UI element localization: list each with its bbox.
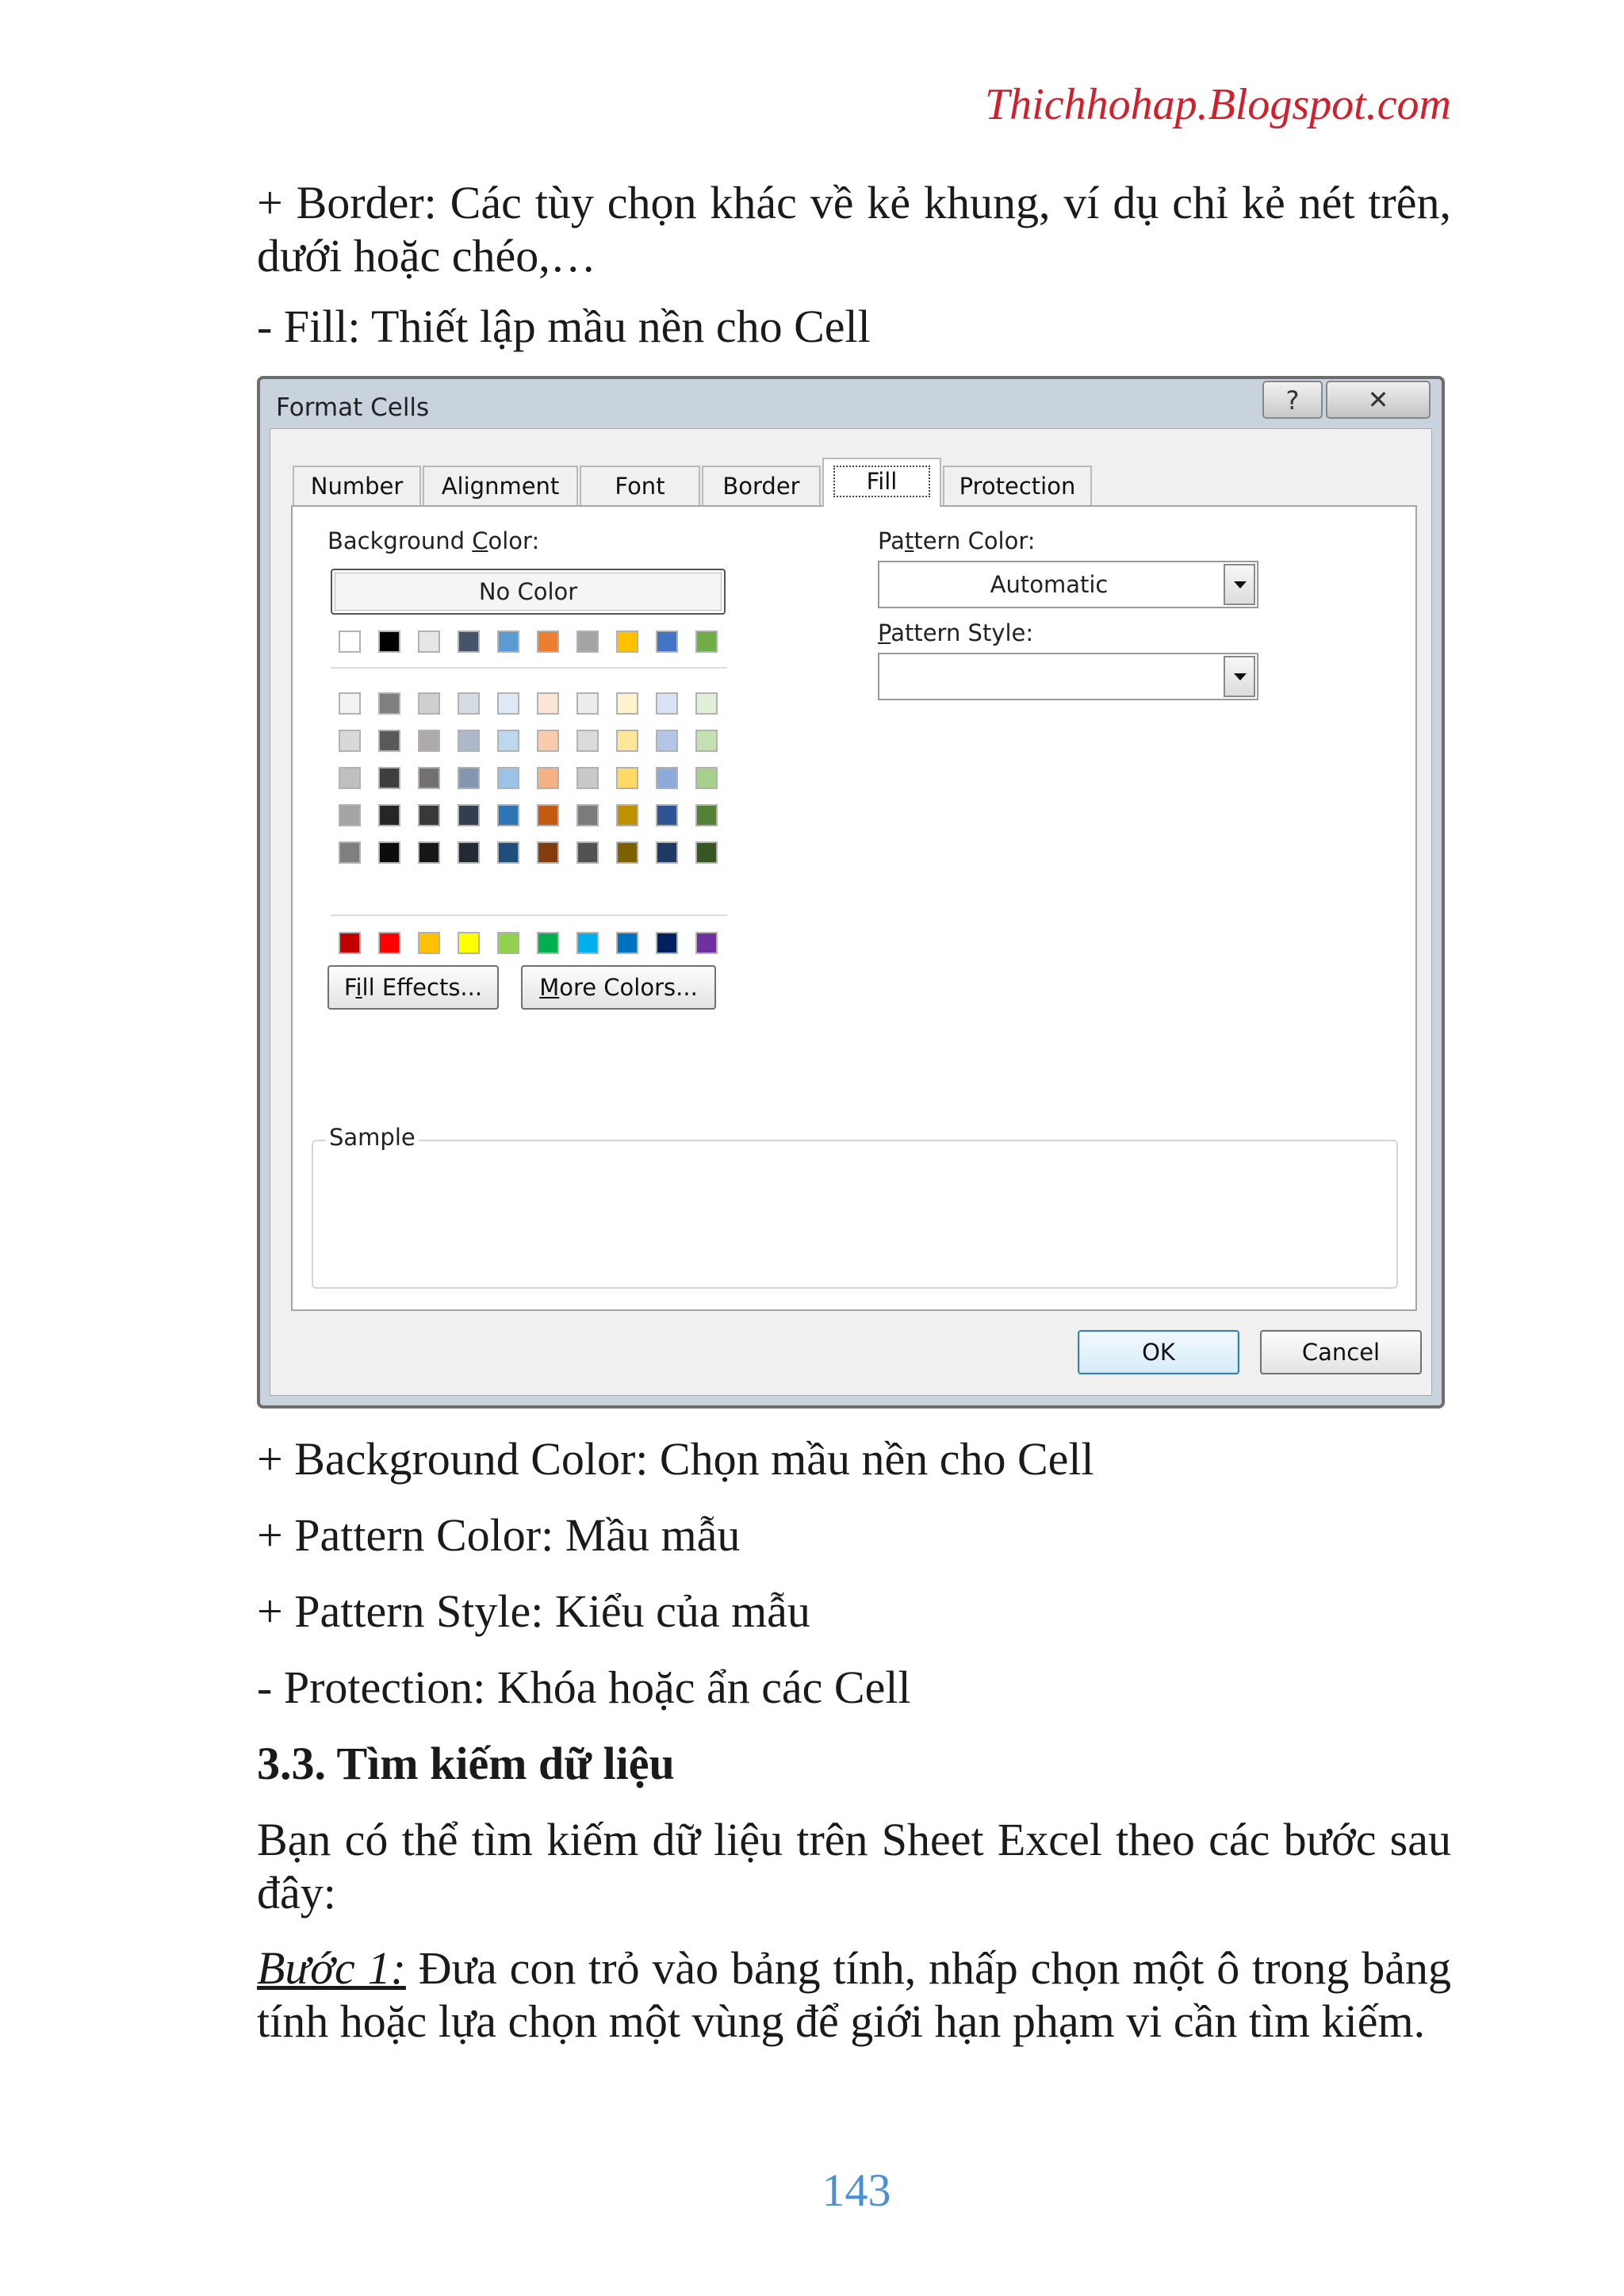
fill-effects-button[interactable]: Fill Effects... <box>327 965 499 1010</box>
page-number: 143 <box>822 2164 891 2216</box>
site-header[interactable]: Thichhohap.Blogspot.com <box>985 80 1451 129</box>
color-swatch-standard-5[interactable] <box>497 932 519 954</box>
color-swatch-theme-3[interactable] <box>418 631 440 653</box>
color-swatch-shade2-10[interactable] <box>695 730 718 752</box>
background-color-text: + Background Color: Chọn mầu nền cho Cell <box>257 1433 1094 1485</box>
color-swatch-shade2-5[interactable] <box>497 730 519 752</box>
color-swatch-shade5-4[interactable] <box>458 841 480 864</box>
color-swatch-standard-8[interactable] <box>616 932 638 954</box>
pattern-color-label: Pattern Color: <box>878 527 1036 554</box>
chevron-down-icon[interactable] <box>1224 564 1255 605</box>
color-swatch-standard-6[interactable] <box>537 932 559 954</box>
color-swatch-shade3-1[interactable] <box>339 767 361 789</box>
chevron-down-icon[interactable] <box>1224 656 1255 697</box>
color-swatch-shade3-10[interactable] <box>695 767 718 789</box>
color-swatch-shade3-4[interactable] <box>458 767 480 789</box>
color-swatch-standard-10[interactable] <box>695 932 718 954</box>
tab-protection[interactable]: Protection <box>943 466 1092 505</box>
color-swatch-standard-9[interactable] <box>656 932 678 954</box>
color-swatch-shade4-3[interactable] <box>418 804 440 826</box>
color-swatch-shade1-8[interactable] <box>616 692 638 715</box>
color-swatch-shade5-10[interactable] <box>695 841 718 864</box>
color-swatch-shade5-3[interactable] <box>418 841 440 864</box>
color-swatch-shade2-8[interactable] <box>616 730 638 752</box>
color-swatch-shade3-8[interactable] <box>616 767 638 789</box>
dialog-title: Format Cells <box>276 393 430 422</box>
section-heading: 3.3. Tìm kiếm dữ liệu <box>257 1738 675 1789</box>
dialog-title-bar <box>260 379 1442 430</box>
color-swatch-shade2-3[interactable] <box>418 730 440 752</box>
color-swatch-shade3-2[interactable] <box>378 767 400 789</box>
background-color-label: Background Color: <box>327 527 540 554</box>
color-swatch-theme-7[interactable] <box>576 631 599 653</box>
step1-paragraph <box>257 1941 1451 2048</box>
color-swatch-shade4-8[interactable] <box>616 804 638 826</box>
pattern-color-dropdown[interactable] <box>878 561 1258 608</box>
color-swatch-shade5-5[interactable] <box>497 841 519 864</box>
color-swatch-shade4-4[interactable] <box>458 804 480 826</box>
color-swatch-shade1-7[interactable] <box>576 692 599 715</box>
color-swatch-shade1-6[interactable] <box>537 692 559 715</box>
color-swatch-shade2-7[interactable] <box>576 730 599 752</box>
sample-label: Sample <box>326 1124 419 1151</box>
color-swatch-shade1-1[interactable] <box>339 692 361 715</box>
color-swatch-shade4-9[interactable] <box>656 804 678 826</box>
tab-border[interactable]: Border <box>702 466 821 505</box>
pattern-style-text: + Pattern Style: Kiểu của mẫu <box>257 1585 810 1637</box>
color-swatch-shade2-9[interactable] <box>656 730 678 752</box>
color-swatch-shade3-7[interactable] <box>576 767 599 789</box>
tab-alignment[interactable]: Alignment <box>423 466 578 505</box>
ok-button[interactable]: OK <box>1078 1330 1239 1374</box>
color-swatch-theme-5[interactable] <box>497 631 519 653</box>
close-button[interactable]: ✕ <box>1326 381 1431 419</box>
color-swatch-standard-2[interactable] <box>378 932 400 954</box>
fill-tab-text: - Fill: Thiết lập mầu nền cho Cell <box>257 301 871 352</box>
color-swatch-standard-3[interactable] <box>418 932 440 954</box>
color-swatch-shade5-6[interactable] <box>537 841 559 864</box>
pattern-style-dropdown[interactable] <box>878 653 1258 700</box>
color-swatch-shade5-1[interactable] <box>339 841 361 864</box>
help-button[interactable]: ? <box>1262 381 1323 419</box>
tab-fill[interactable] <box>822 458 941 507</box>
color-swatch-shade1-4[interactable] <box>458 692 480 715</box>
pattern-style-label: Pattern Style: <box>878 619 1034 646</box>
color-swatch-shade3-5[interactable] <box>497 767 519 789</box>
color-swatch-shade1-2[interactable] <box>378 692 400 715</box>
no-color-button[interactable]: No Color <box>331 569 726 615</box>
color-swatch-shade2-4[interactable] <box>458 730 480 752</box>
color-swatch-theme-9[interactable] <box>656 631 678 653</box>
color-swatch-standard-7[interactable] <box>576 932 599 954</box>
color-swatch-theme-4[interactable] <box>458 631 480 653</box>
tab-font[interactable]: Font <box>580 466 700 505</box>
color-swatch-shade1-3[interactable] <box>418 692 440 715</box>
color-swatch-shade4-10[interactable] <box>695 804 718 826</box>
tab-number[interactable]: Number <box>293 466 421 505</box>
color-swatch-shade3-6[interactable] <box>537 767 559 789</box>
more-colors-button[interactable]: More Colors... <box>521 965 716 1010</box>
color-swatch-shade5-8[interactable] <box>616 841 638 864</box>
color-swatch-shade1-5[interactable] <box>497 692 519 715</box>
color-swatch-shade2-1[interactable] <box>339 730 361 752</box>
color-swatch-theme-2[interactable] <box>378 631 400 653</box>
palette-divider <box>331 667 727 669</box>
color-swatch-standard-4[interactable] <box>458 932 480 954</box>
tab-fill-label: Fill <box>833 466 930 497</box>
color-swatch-shade4-2[interactable] <box>378 804 400 826</box>
color-swatch-shade1-10[interactable] <box>695 692 718 715</box>
color-swatch-shade2-6[interactable] <box>537 730 559 752</box>
color-swatch-grid <box>339 631 735 948</box>
pattern-color-text: + Pattern Color: Mầu mẫu <box>257 1509 741 1561</box>
sample-preview <box>312 1124 1398 1289</box>
intro-paragraph: Bạn có thể tìm kiếm dữ liệu trên Sheet Excel theo các bước sau đây: <box>257 1814 1451 1918</box>
color-swatch-shade4-1[interactable] <box>339 804 361 826</box>
format-cells-dialog <box>257 376 1445 1409</box>
color-swatch-shade1-9[interactable] <box>656 692 678 715</box>
color-swatch-shade5-2[interactable] <box>378 841 400 864</box>
border-option-text: + Border: Các tùy chọn khác về kẻ khung, ví dụ chỉ kẻ nét trên, dưới hoặc chéo,… <box>257 177 1451 282</box>
color-swatch-shade5-7[interactable] <box>576 841 599 864</box>
color-swatch-standard-1[interactable] <box>339 932 361 954</box>
color-swatch-shade5-9[interactable] <box>656 841 678 864</box>
color-swatch-theme-1[interactable] <box>339 631 361 653</box>
color-swatch-theme-8[interactable] <box>616 631 638 653</box>
color-swatch-shade3-3[interactable] <box>418 767 440 789</box>
color-swatch-theme-10[interactable] <box>695 631 718 653</box>
step1-text: Đưa con trỏ vào bảng tính, nhấp chọn một ô trong bảng tính hoặc lựa chọn một vùng để giới hạn phạm vi cần tìm kiếm. <box>257 1942 1451 2047</box>
protection-text: - Protection: Khóa hoặc ẩn các Cell <box>257 1662 911 1713</box>
pattern-color-value: Automatic <box>990 571 1109 598</box>
palette-divider <box>331 914 727 916</box>
dialog-client <box>270 428 1432 1396</box>
step1-label: Bước 1: <box>257 1942 406 1994</box>
color-swatch-shade3-9[interactable] <box>656 767 678 789</box>
color-swatch-shade4-7[interactable] <box>576 804 599 826</box>
color-swatch-theme-6[interactable] <box>537 631 559 653</box>
color-swatch-shade4-5[interactable] <box>497 804 519 826</box>
color-swatch-shade2-2[interactable] <box>378 730 400 752</box>
cancel-button[interactable]: Cancel <box>1260 1330 1422 1374</box>
color-swatch-shade4-6[interactable] <box>537 804 559 826</box>
fill-panel <box>291 505 1417 1311</box>
